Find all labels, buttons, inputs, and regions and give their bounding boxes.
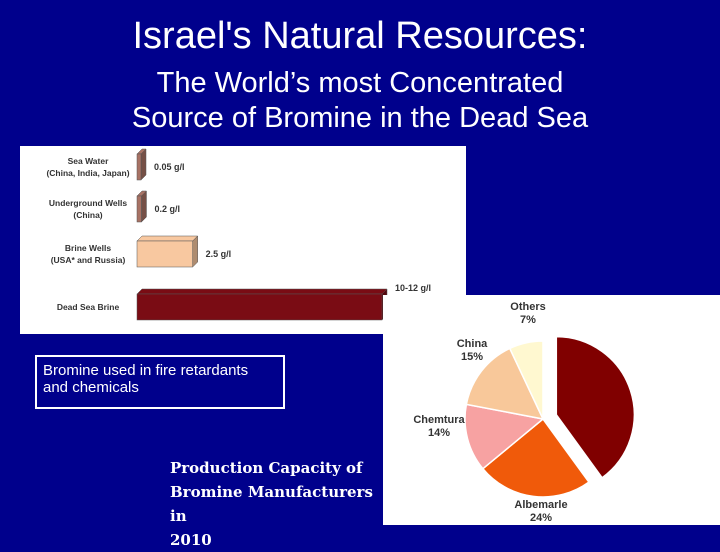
pie-name-label-0: ICL [648, 368, 666, 380]
pie-value-label-3: 15% [460, 351, 484, 363]
bar-category-label-2-1: (USA* and Russia) [50, 255, 126, 265]
bar-0 [137, 154, 141, 180]
production-capacity-pie-chart [383, 295, 720, 525]
pie-name-label-1: Albemarle [514, 499, 568, 511]
slide-subtitle [0, 66, 720, 136]
pie-value-label-4: 7% [520, 314, 536, 326]
bar-3 [137, 294, 382, 320]
subtitle-line-2: Source of Bromine in the Dead Sea [131, 102, 589, 134]
production-capacity-caption: Production Capacity of Bromine Manufacturers in 2010 [170, 459, 373, 549]
bar-category-label-0-0: Sea Water [67, 156, 109, 166]
pie-value-label-2: 14% [427, 427, 451, 439]
bar-side-1 [141, 191, 146, 222]
bar-group-1 [49, 191, 180, 222]
bar-side-0 [141, 149, 146, 180]
bar-value-label-3: 10-12 g/l [395, 283, 432, 293]
pie-value-label-1: 24% [529, 512, 553, 524]
bar-category-label-1-1: (China) [73, 210, 103, 220]
bar-group-3 [57, 283, 431, 320]
bar-top-2 [137, 236, 198, 241]
subtitle-line-1: The World’s most Concentrated [156, 67, 564, 99]
pie-value-label-0: 40% [645, 381, 669, 393]
bar-side-2 [193, 236, 198, 267]
pie-name-label-4: Others [510, 301, 546, 313]
bar-category-label-1-0: Underground Wells [48, 198, 128, 208]
pie-slice-group-0 [556, 337, 668, 478]
bar-category-label-3-0: Dead Sea Brine [56, 302, 120, 312]
bar-group-0 [46, 149, 184, 180]
bar-value-label-1: 0.2 g/l [154, 204, 180, 214]
bromine-usage-callout: Bromine used in fire retardants and chemicals [35, 355, 285, 409]
bar-1 [137, 196, 141, 222]
bar-category-label-2-0: Brine Wells [64, 243, 112, 253]
pie-name-label-3: China [456, 338, 488, 350]
bar-category-label-0-1: (China, India, Japan) [46, 168, 130, 178]
bar-top-3 [137, 289, 387, 294]
slide-title: Israel's Natural Resources: [132, 15, 588, 57]
production-capacity-panel [383, 295, 720, 525]
bar-value-label-0: 0.05 g/l [154, 162, 185, 172]
bar-2 [137, 241, 193, 267]
bar-value-label-2: 2.5 g/l [205, 249, 232, 259]
pie-name-label-2: Chemtura [413, 414, 465, 426]
bar-group-2 [51, 236, 232, 267]
